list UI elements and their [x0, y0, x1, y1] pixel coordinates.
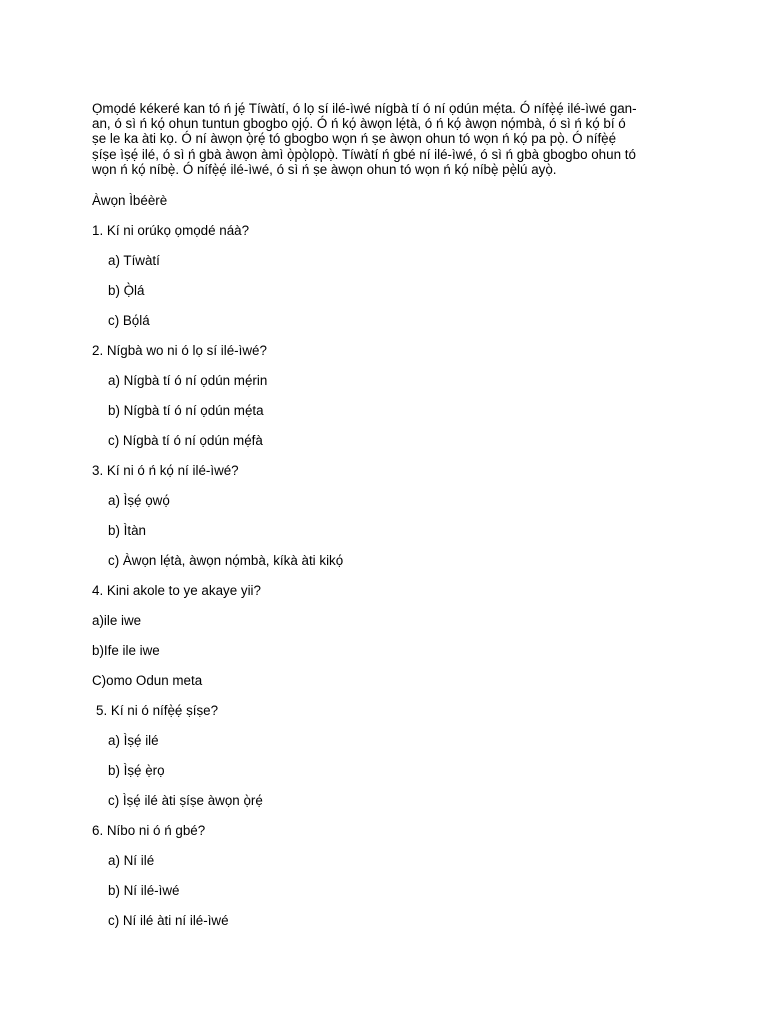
question-2-option-b: b) Nígbà tí ó ní ọdún mẹ́ta	[108, 403, 264, 418]
passage-line: an, ó sì ń kọ́ ohun tuntun gbogbo ọjọ́. Ó ń kọ́ àwọn lẹ́tà, ó ń kọ́ àwọn nọ́mbà, ó sì ń kọ́ bí ó	[92, 116, 626, 132]
question-1: 1. Kí ni orúkọ ọmọdé náà?	[92, 223, 250, 238]
question-6-option-b: b) Ní ilé-ìwé	[108, 883, 180, 898]
question-2-option-a: a) Nígbà tí ó ní ọdún mẹ́rin	[108, 373, 268, 388]
passage-line: ṣíṣe ìṣẹ́ ilé, ó sì ń gbà àwọn àmì ọ̀pọ̀lọpọ̀. Tíwàtí ń gbé ní ilé-ìwé, ó sì ń gbà gbogbo ohun tó	[92, 146, 636, 162]
questions-heading: Àwọn Ìbéèrè	[92, 193, 168, 208]
question-4-option-a: a)ile iwe	[92, 613, 142, 628]
question-1-option-a: a) Tíwàtí	[108, 253, 160, 268]
question-2: 2. Nígbà wo ni ó lọ sí ilé-ìwé?	[92, 343, 267, 358]
passage-line: wọn ń kọ́ níbẹ̀. Ó nífẹ̀ẹ́ ilé-ìwé, ó sì ń ṣe àwọn ohun tó wọn ń kọ́ níbẹ̀ pẹ̀lú ayọ̀.	[92, 161, 557, 177]
question-4-option-b: b)Ife ile iwe	[92, 643, 160, 658]
question-4-option-c: C)omo Odun meta	[92, 673, 203, 688]
reading-passage	[92, 101, 678, 177]
question-4: 4. Kini akole to ye akaye yii?	[92, 583, 261, 598]
question-3-option-b: b) Ìtàn	[108, 523, 146, 538]
question-5: 5. Kí ni ó nífẹ̀ẹ́ ṣíṣe?	[96, 703, 219, 718]
question-5-option-b: b) Ìṣẹ́ ẹ̀rọ	[108, 763, 165, 778]
question-6: 6. Níbo ni ó ń gbé?	[92, 823, 206, 838]
question-1-option-c: c) Bọ́lá	[108, 313, 150, 328]
passage-line: ṣe le ka àti kọ. Ó ní àwọn ọ̀rẹ́ tó gbogbo wọn ń ṣe àwọn ohun tó wọn ń kọ́ pa pọ̀. Ó nífẹ̀ẹ́	[92, 131, 617, 147]
question-1-option-b: b) Ọ̀lá	[108, 283, 145, 298]
passage-line: Ọmọdé kékeré kan tó ń jẹ́ Tíwàtí, ó lọ sí ilé-ìwé nígbà tí ó ní ọdún mẹ́ta. Ó nífẹ̀ẹ́ ilé-ìwé gan-	[92, 101, 637, 116]
question-5-option-c: c) Ìṣẹ́ ilé àti ṣíṣe àwọn ọ̀rẹ́	[108, 793, 263, 808]
question-6-option-c: c) Ní ilé àti ní ilé-ìwé	[108, 913, 229, 928]
question-3: 3. Kí ni ó ń kọ́ ní ilé-ìwé?	[92, 463, 239, 478]
question-3-option-a: a) Ìṣẹ́ ọwọ́	[108, 493, 170, 508]
question-3-option-c: c) Àwọn lẹ́tà, àwọn nọ́mbà, kíkà àti kikọ́	[108, 553, 344, 568]
question-2-option-c: c) Nígbà tí ó ní ọdún mẹ́fà	[108, 433, 263, 448]
question-6-option-a: a) Ní ilé	[108, 853, 155, 868]
question-5-option-a: a) Ìṣẹ́ ilé	[108, 733, 159, 748]
